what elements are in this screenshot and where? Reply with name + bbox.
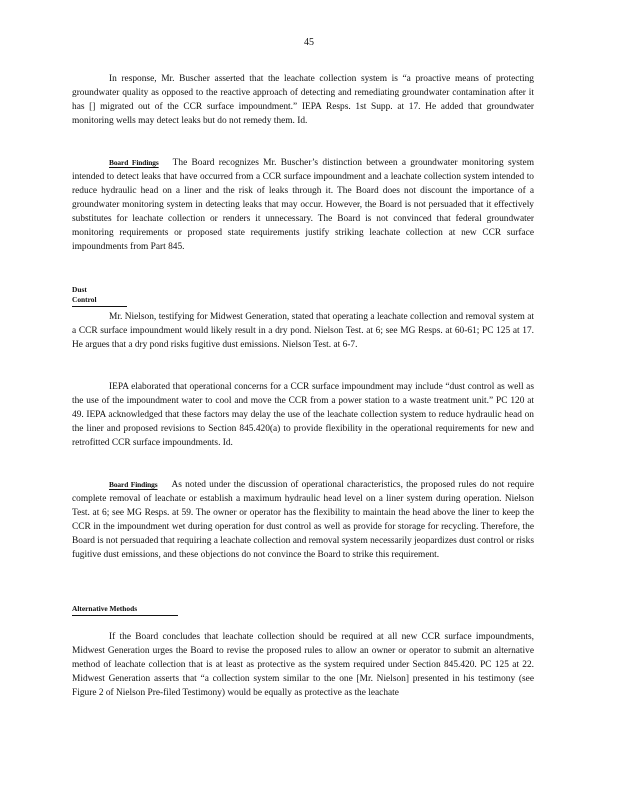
paragraph-text: The Board recognizes Mr. Buscher’s distinction between a groundwater monitoring system intended to detect leaks that have occurred from a CCR surface impoundment and a leachate collection system intended to reduce hydraulic head on a liner and the risk of leaks through it. The Board does not discount the importance of a groundwater monitoring system in detecting leaks that may occur. However, the Board is not persuaded that it effectively substitutes for leachate collection or renders it unnecessary. The Board is not convinced that federal groundwater monitoring requirements or proposed state requirements justify striking leachate collection at new CCR surface impoundments from Part 845. bbox=[72, 158, 534, 252]
paragraph-text: IEPA elaborated that operational concerns for a CCR surface impoundment may include “dust control as well as the use of the impoundment water to cool and move the CCR from a power station to a waste treatment unit.” PC 120 at 49. IEPA acknowledged that these factors may delay the use of the leachate collection system to reduce hydraulic head on the liner and proposed revisions to Section 845.420(a) to provide flexibility in the operational requirements for new and retrofitted CCR surface impoundments. Id. bbox=[72, 382, 534, 448]
board-findings-heading: Board Findings bbox=[109, 480, 158, 489]
paragraph-iepa-elaboration bbox=[72, 380, 534, 450]
section-heading-alternative-methods: Alternative Methods bbox=[72, 604, 178, 616]
paragraph-text: As noted under the discussion of operational characteristics, the proposed rules do not require complete removal of leachate or establish a maximum hydraulic head level on a liner system during operation. Nielson Test. at 6; see MG Resps. at 59. The owner or operator has the flexibility to maintain the head above the liner to keep the CCR in the impoundment wet during operation for dust control as well as provide for storage for recycling. Therefore, the Board is not persuaded that requiring a leachate collection and removal system necessarily jeopardizes dust control or risks fugitive dust emissions, and these objections do not convince the Board to strike this requirement. bbox=[72, 480, 534, 560]
paragraph-alternative-methods bbox=[72, 630, 534, 700]
board-findings-heading: Board Findings bbox=[109, 158, 159, 167]
section-heading-dust-control: Dust Control bbox=[72, 285, 127, 307]
page-number: 45 bbox=[304, 37, 314, 48]
paragraph-board-findings-dust bbox=[72, 478, 534, 562]
paragraph-text: Mr. Nielson, testifying for Midwest Generation, stated that operating a leachate collection and removal system at a CCR surface impoundment would likely result in a dry pond. Nielson Test. at 6; see MG Resps. at 60-61; PC 125 at 17. He argues that a dry pond risks fugitive dust emissions. Nielson Test. at 6-7. bbox=[72, 312, 534, 350]
paragraph-buscher-response bbox=[72, 72, 534, 128]
paragraph-text: If the Board concludes that leachate collection should be required at all new CCR surface impoundments, Midwest Generation urges the Board to revise the proposed rules to allow an owner or operator to submit an alternative method of leachate collection that is at least as protective as the system required under Section 845.420. PC 125 at 22. Midwest Generation asserts that “a collection system similar to the one [Mr. Nielson] presented in his testimony (see Figure 2 of Nielson Pre-filed Testimony) would be equally as protective as the leachate bbox=[72, 632, 534, 698]
paragraph-board-findings-groundwater bbox=[72, 156, 534, 254]
paragraph-nielson-testimony bbox=[72, 310, 534, 352]
paragraph-text: In response, Mr. Buscher asserted that the leachate collection system is “a proactive means of protecting groundwater quality as opposed to the reactive approach of detecting and remediating groundwater contamination after it has [] migrated out of the CCR surface impoundment.” IEPA Resps. 1st Supp. at 17. He added that groundwater monitoring wells may detect leaks but do not remedy them. Id. bbox=[72, 74, 534, 126]
